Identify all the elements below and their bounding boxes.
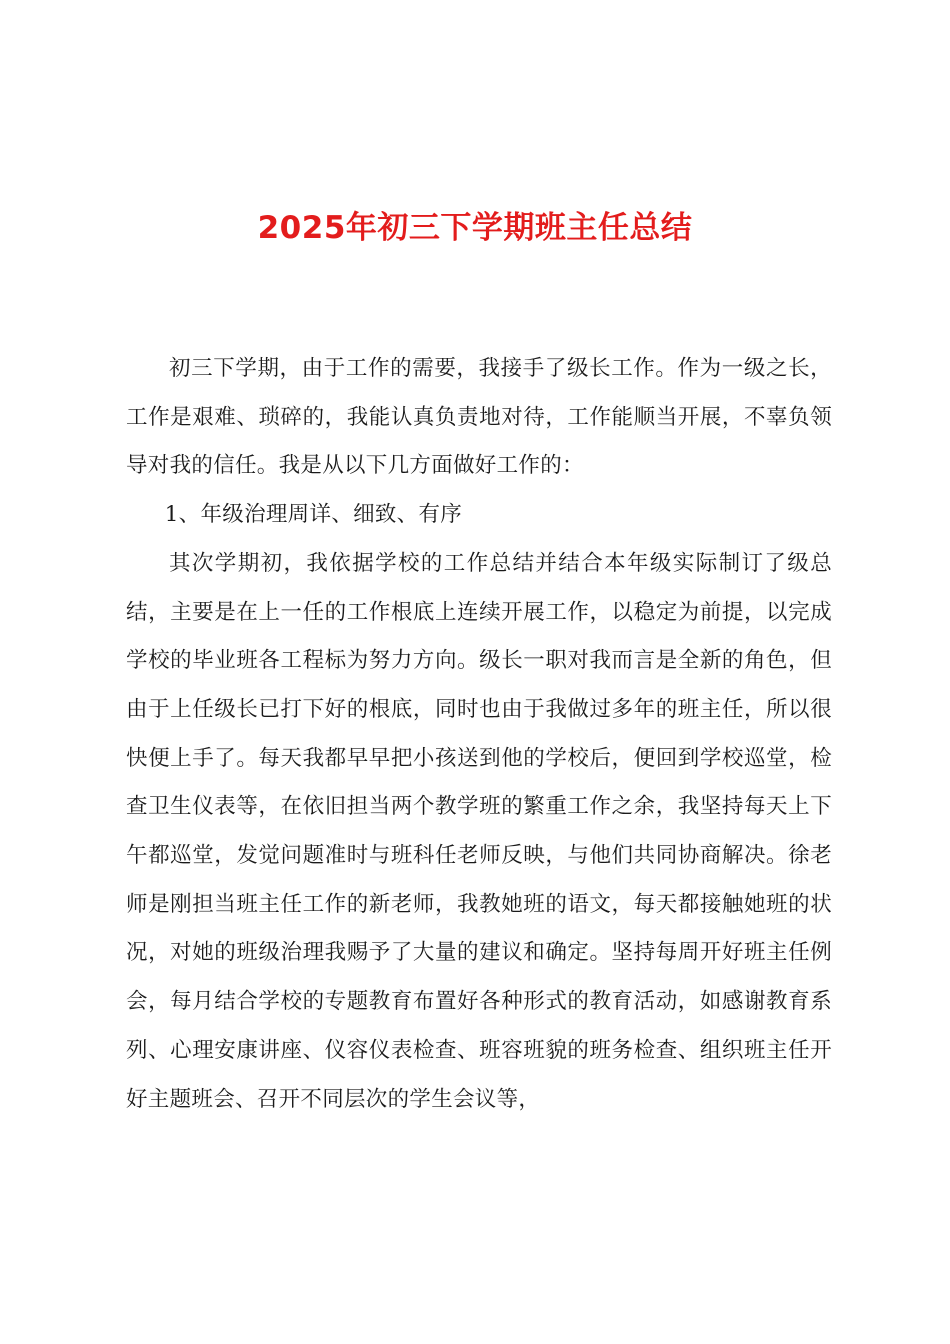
body-paragraph: 其次学期初，我依据学校的工作总结并结合本年级实际制订了级总结，主要是在上一任的工作根底上连续开展工作，以稳定为前提，以完成学校的毕业班各工程标为努力方向。级长一职对我而言是全新的角色，但由于上任级长已打下好的根底，同时也由于我做过多年的班主任，所以很快便上手了。每天我都早早把小孩送到他的学校后，便回到学校巡堂，检查卫生仪表等，在依旧担当两个教学班的繁重工作之余，我坚持每天上下午都巡堂，发觉问题准时与班科任老师反映，与他们共同协商解决。徐老师是刚担当班主任工作的新老师，我教她班的语文，每天都接触她班的状况，对她的班级治理我赐予了大量的建议和确定。坚持每周开好班主任例会，每月结合学校的专题教育布置好各种形式的教育活动，如感谢教育系列、心理安康讲座、仪容仪表检查、班容班貌的班务检查、组织班主任开好主题班会、召开不同层次的学生会议等， (126, 550, 832, 1112)
document-body (126, 345, 832, 1124)
document-title: 2025年初三下学期班主任总结 (257, 210, 693, 246)
section-heading: 1、年级治理周详、细致、有序 (164, 502, 463, 528)
intro-paragraph: 初三下学期，由于工作的需要，我接手了级长工作。作为一级之长，工作是艰难、琐碎的，我能认真负责地对待，工作能顺当开展，不辜负领导对我的信任。我是从以下几方面做好工作的： (126, 356, 832, 479)
